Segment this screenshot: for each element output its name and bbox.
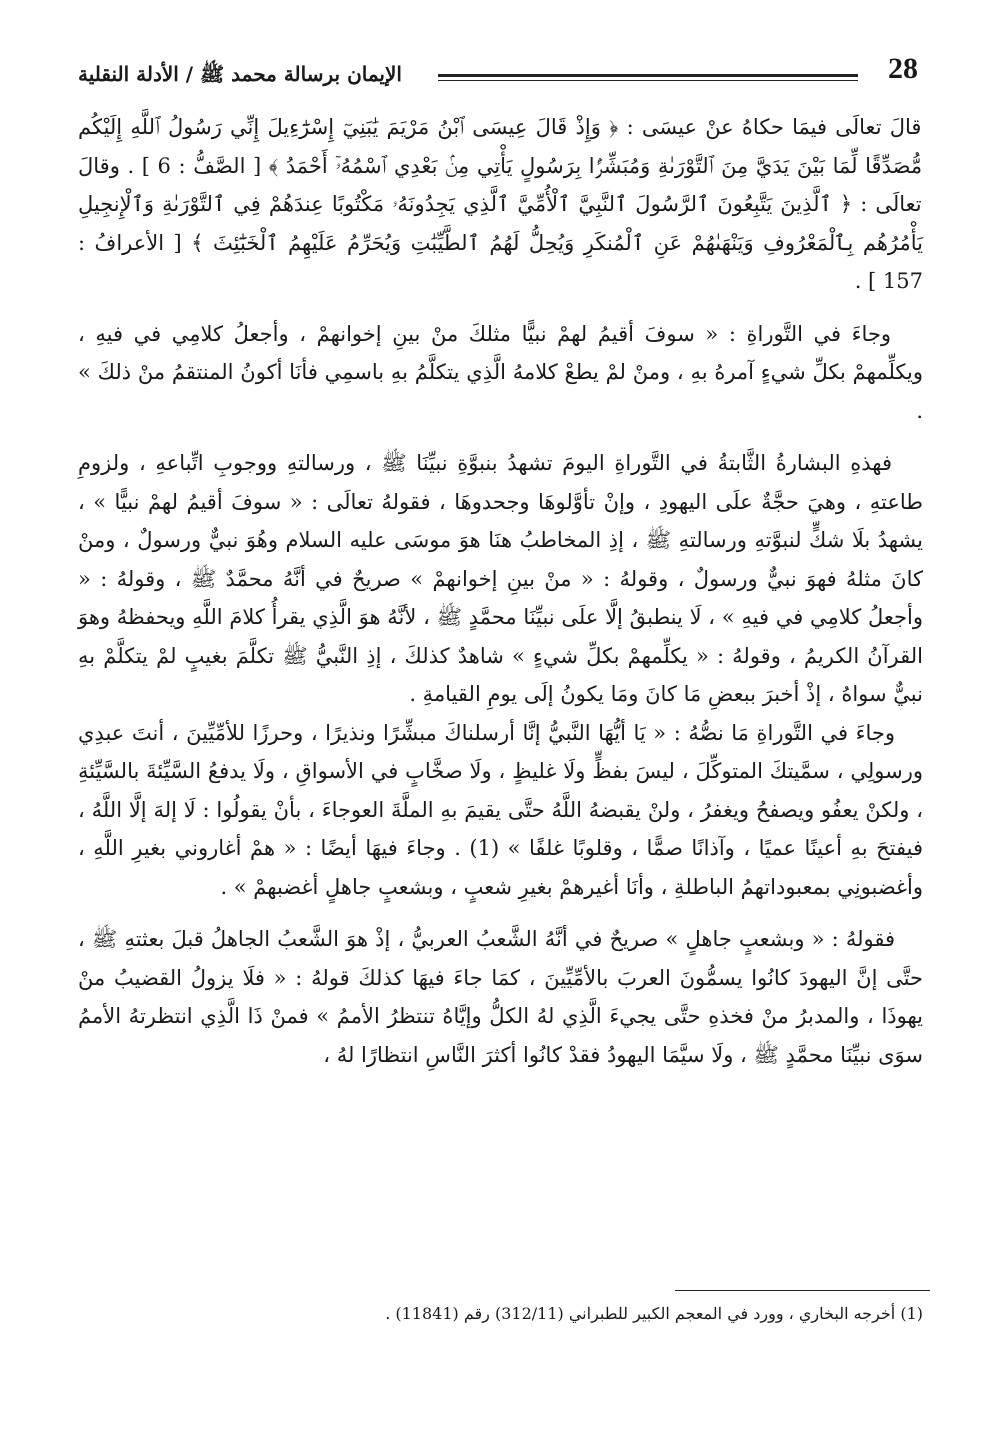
paragraph-gap (78, 301, 923, 315)
text-line: فهذهِ البشارةُ الثَّابتةُ في التَّوراةِ اليومَ تشهدُ بنبوَّةِ نبيِّنَا ﷺ ، ورسالتهِ ووجوبِ اتِّباعهِ ، ولزومِ (78, 451, 892, 475)
text-line: يَأْمُرُهُم بِٱلْمَعْرُوفِ وَيَنْهَىٰهُمْ عَنِ ٱلْمُنكَرِ وَيُحِلُّ لَهُمُ ٱلطَّيِّبَٰتِ وَيُحَرِّمُ عَلَيْهِمُ ٱلْخَبَٰٓئِثَ ﴾ (181, 230, 923, 255)
text-line: الَّذِي انتظرتهُ الأممُ سوَى نبيِّنَا محمَّدٍ ﷺ ، ولَا سيَّمَا اليهودُ فقدْ كانُوا أكثرَ النَّاسِ انتظارًا لهُ ، (78, 1004, 923, 1067)
text-line: وقولهُ : « وأجعلُ كلامِي في فيهِ » ، لَا ينطبقُ إلَّا علَى نبيِّنَا محمَّدٍ ﷺ ، لأنَّهُ هوَ الَّذِي يقرأُ (78, 566, 923, 629)
footnote-separator (675, 1290, 930, 1291)
paragraph-ignorant-people (78, 920, 923, 1074)
text-line: فقولهُ : « وبشعبٍ جاهلٍ » صريحٌ في أنَّهُ الشَّعبُ العربيُّ ، إذْ هوَ الشَّعبُ الجاهلُ قبلَ بعثتهِ (117, 927, 895, 951)
text-line: [ الأعرافُ : 157 ] . (78, 230, 923, 293)
text-line: ويكلِّمهمْ بكلِّ شيءٍ آمرهُ بهِ ، ومنْ لمْ يطعْ كلامهُ الَّذِي يتكلَّمُ بهِ باسمِي فأنَا أكونُ المنتقمُ منْ (131, 360, 923, 384)
page-header (78, 52, 918, 92)
text-line: السَّيِّئةَ بالسَّيِّئةِ ، ولكنْ يعفُو ويصفحُ ويغفرُ ، ولنْ يقبضهُ اللَّهُ حتَّى يقيمَ بهِ الملَّةَ العوجاءَ ، بأنْ (78, 759, 924, 822)
paragraph-torah-second-quote (78, 714, 923, 907)
text-line: يقولُوا : لَا إلهَ إلَّا اللَّهُ ، فيفتحَ بهِ أعينًا عميًا ، وآذانًا صمًّا ، وقلوبًا غلفًا » (1) . وجاءَ فيهَا أيضًا : (78, 797, 923, 860)
text-line: ذلكَ » . (78, 360, 923, 423)
text-line: طاعتهِ ، وهيَ حجَّةٌ علَى اليهودِ ، وإنْ تأوَّلوهَا وجحدوهَا ، فقولهُ تعالَى : « سوفَ أقيمُ لهمْ (139, 489, 923, 514)
header-rule-thin (438, 80, 858, 81)
footnote: (1) أخرجه البخاري ، وورد في المعجم الكبير للطبراني (312/11) رقم (11841) . (385, 1304, 923, 1323)
text-line: ومنْ كانَ مثلهُ فهوَ نبيٌّ ورسولٌ ، وقولهُ : « منْ بينِ إخوانهمْ » صريحٌ في أنَّهُ محمَّدٌ ﷺ ، (78, 528, 923, 591)
page-body (78, 108, 923, 1074)
text-line: عبدِي ورسولِي ، سمَّيتكَ المتوكِّلَ ، ليسَ بفظٍّ ولَا غليظٍ ، ولَا صخَّابٍ في الأسواقِ ، ولَا يدفعُ (78, 720, 923, 783)
header-rule (438, 74, 858, 77)
page-number: 28 (888, 52, 918, 85)
paragraph-commentary (78, 444, 923, 714)
text-line: قالَ تعالَى فيمَا حكاهُ عنْ عيسَى : ﴿ وَإِذْ قَالَ عِيسَى ٱبْنُ مَرْيَمَ يَٰبَنِيٓ إِسْرَٰٓءِيلَ إِنِّي رَسُولُ ٱللَّهِ إِلَيْكُم (78, 115, 922, 139)
text-line: وجاءَ في التَّوراةِ : « سوفَ أقيمُ لهمْ نبيًّا مثلكَ منْ بينِ إخوانهمْ ، وأجعلُ كلامِي في فيهِ ، (78, 321, 892, 346)
text-line: جاهلٍ أغضبهمْ » . (220, 874, 372, 899)
paragraph-torah-quote (78, 315, 923, 431)
text-line: نبيًّا » ، يشهدُ بلَا شكٍّ لنبوَّتهِ ورسالتهِ ﷺ ، إذِ المخاطبُ هنَا هوَ موسَى عليه السلام وهُوَ نبيٌّ ورسولٌ ، (78, 489, 923, 552)
paragraph-quran-verses (78, 108, 923, 301)
text-line: وجاءَ في التَّوراةِ مَا نصُّهُ : « يَا أيُّهَا النَّبيُّ إنَّا أرسلناكَ مبشِّرًا ونذيرًا ، وحرزًا للأمِّيِّينَ ، أنتَ (124, 720, 895, 745)
text-line: ﷺ تكلَّمَ بغيبٍ لمْ يتكلَّمْ بهِ نبيٌّ سواهُ ، إذْ أخبرَ ببعضِ مَا كانَ ومَا يكونُ إلَى يومِ القيامةِ . (78, 643, 923, 706)
text-line: مُّصَدِّقًا لِّمَا بَيْنَ يَدَيَّ مِنَ ٱلتَّوْرَىٰةِ وَمُبَشِّرًۢا بِرَسُولٍ يَأْتِي مِنۢ بَعْدِي ٱسْمُهُۥٓ أَحْمَدُ ﴾ [ الصَّفُّ : 6 ] . وقالَ (78, 153, 923, 178)
text-line: ﷺ ، حتَّى إنَّ اليهودَ كانُوا يسمُّونَ العربَ بالأمِّيِّينَ ، كمَا جاءَ فيهَا كذلكَ قولهُ : « فلَا يزولُ (78, 927, 924, 990)
text-line: تعالَى : ﴿ ٱلَّذِينَ يَتَّبِعُونَ ٱلرَّسُولَ ٱلنَّبِيَّ ٱلْأُمِّيَّ ٱلَّذِي يَجِدُونَهُۥ مَكْتُوبًا عِندَهُمْ فِي ٱلتَّوْرَىٰةِ وَٱلْإِنجِيلِ (78, 192, 922, 216)
text-line: القضيبُ منْ يهوذَا ، والمدبرُ منْ فخذهِ حتَّى يجيءَ الَّذِي لهُ الكلُّ وإيَّاهُ تنتظرُ الأممُ » فمنْ ذَا (78, 965, 924, 1028)
paragraph-gap (78, 906, 923, 920)
paragraph-gap (78, 430, 923, 444)
text-line: « همْ أغاروني بغيرِ اللَّهِ ، وأغضبونِي بمعبوداتهمُ الباطلةِ ، وأنَا أغيرهمْ بغيرِ شعبٍ ، وبشعبٍ (78, 836, 923, 899)
text-line: كلامَ اللَّهِ ويحفظهُ وهوَ القرآنُ الكريمُ ، وقولهُ : « يكلِّمهمْ بكلِّ شيءٍ » شاهدٌ كذلكَ ، إذِ النَّبيُّ (78, 605, 923, 668)
running-title: الإيمان برسالة محمد ﷺ / الأدلة النقلية (78, 62, 402, 86)
